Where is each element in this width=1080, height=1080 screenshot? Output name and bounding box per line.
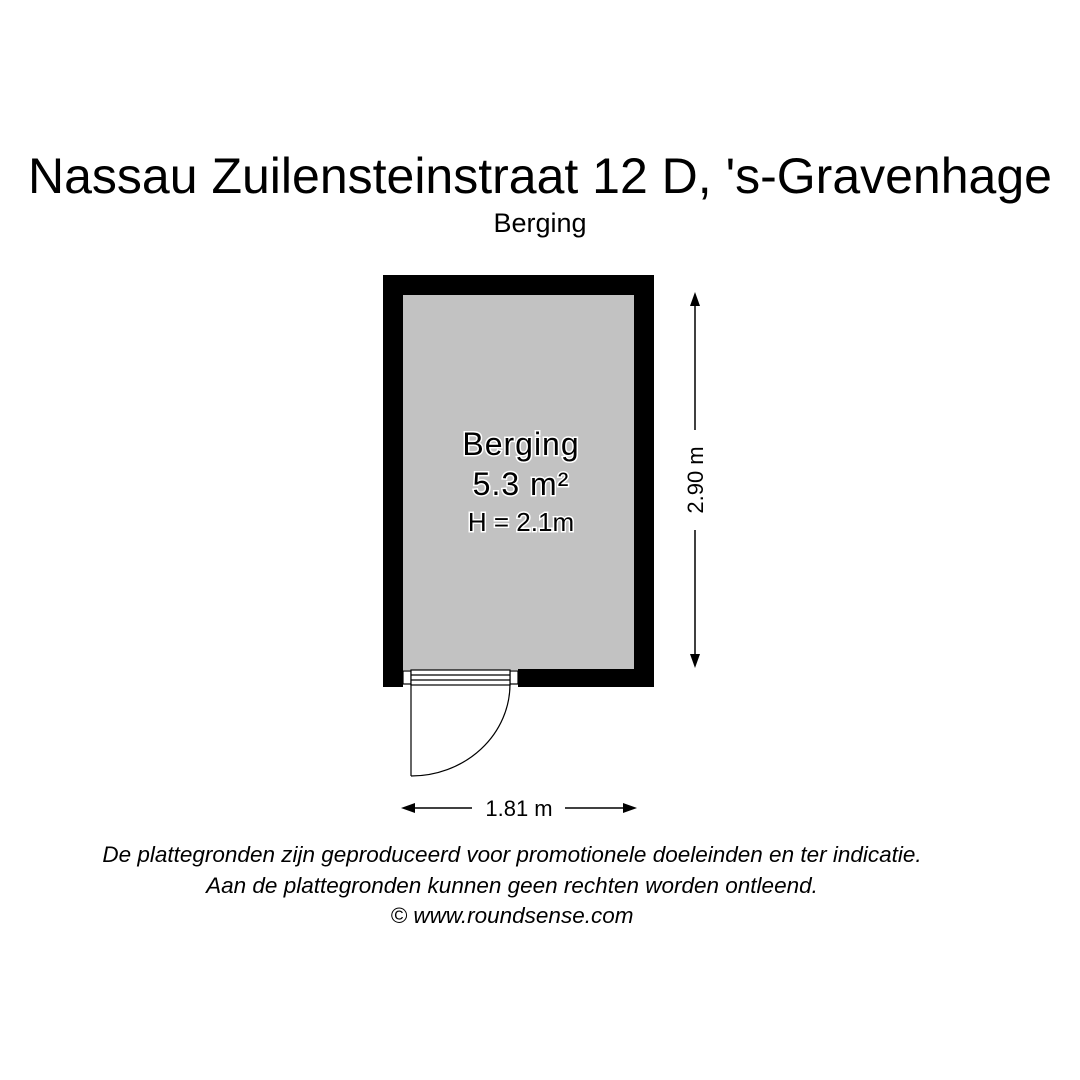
width-dimension [401,796,637,821]
arrow-down-icon [690,654,700,668]
wall-bottom [518,669,654,687]
disclaimer-line-1: De plattegronden zijn geproduceerd voor promotionele doeleinden en ter indicatie. [102,842,922,867]
floor-label: Berging [493,208,587,238]
depth-dimension [683,292,708,668]
wall-left [383,275,403,687]
copyright: © www.roundsense.com [390,903,634,928]
door-frame-left [403,671,411,684]
width-label: 1.81 m [485,796,553,821]
room-name: Berging [462,426,580,462]
arrow-left-icon [401,803,415,813]
door-threshold [411,670,510,685]
room-area: 5.3 m² [472,466,570,502]
arrow-right-icon [623,803,637,813]
room-height: H = 2.1m [467,507,575,537]
depth-label: 2.90 m [683,446,708,514]
disclaimer [0,840,1024,932]
disclaimer-line-2: Aan de plattegronden kunnen geen rechten worden ontleend. [206,872,818,898]
wall-bottom-left-stub [383,669,402,687]
wall-right [634,275,654,687]
door-swing-arc [411,684,510,776]
door-frame-right [510,671,518,684]
address-title: Nassau Zuilensteinstraat 12 D, 's-Gravenhage [28,148,1052,204]
arrow-up-icon [690,292,700,306]
wall-top [383,275,654,295]
door [403,670,518,776]
